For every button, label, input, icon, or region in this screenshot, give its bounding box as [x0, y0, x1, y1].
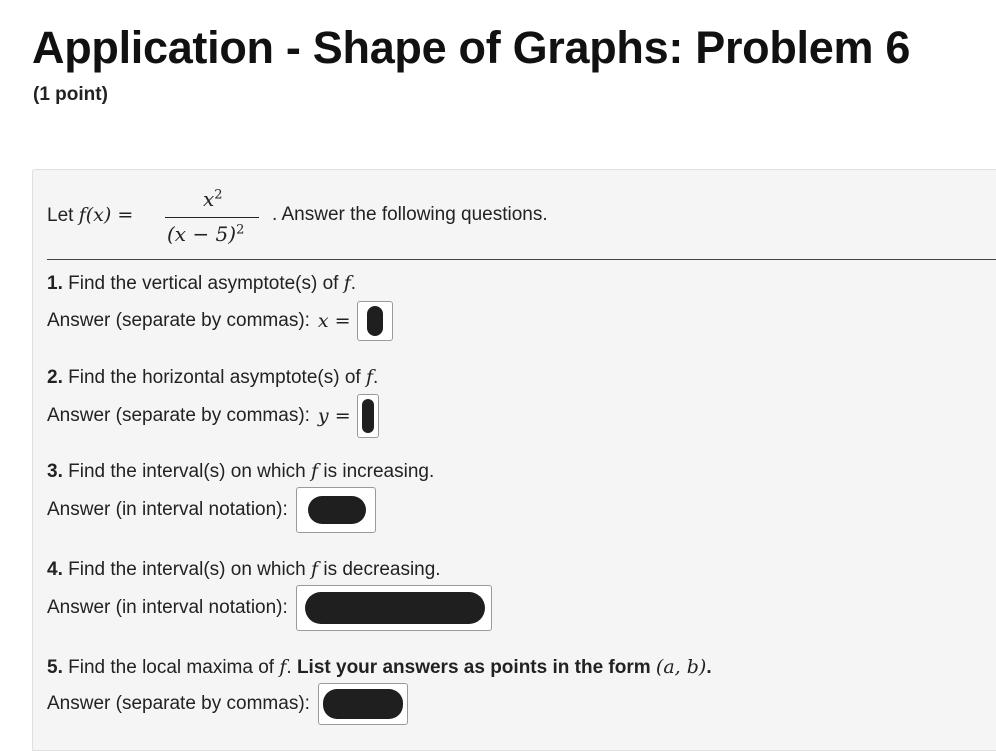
- var-f: f: [343, 272, 351, 294]
- answer-label-2: Answer (separate by commas):: [47, 405, 310, 426]
- answer-row-2: [47, 394, 379, 438]
- question-5: 5. Find the local maxima of f. List your answers as points in the form (a, b).: [47, 656, 712, 678]
- redaction-mark: [362, 399, 374, 433]
- answer-row-1: [47, 301, 393, 341]
- question-2: 2. Find the horizontal asymptote(s) of f.: [47, 366, 379, 388]
- var-f: f: [311, 460, 319, 482]
- redaction-mark: [308, 496, 366, 524]
- let-text: Let: [47, 205, 74, 226]
- fraction-numerator: $x^2$: [203, 187, 223, 211]
- var-f: f: [279, 656, 287, 678]
- question-4: 4. Find the interval(s) on which f is decreasing.: [47, 558, 441, 580]
- question-1: 1. Find the vertical asymptote(s) of f.: [47, 272, 357, 294]
- page-title: Application - Shape of Graphs: Problem 6: [32, 22, 911, 73]
- fraction-bar: [165, 217, 259, 218]
- answer-input-1[interactable]: [357, 301, 393, 341]
- answer-var-1: x =: [317, 310, 351, 332]
- redaction-mark: [323, 689, 403, 719]
- answer-input-3[interactable]: [296, 487, 376, 533]
- answer-input-2[interactable]: [357, 394, 379, 438]
- fraction-denominator: $(x - 5)^2$: [167, 222, 245, 246]
- var-f: f: [311, 558, 319, 580]
- point-form: (a, b): [655, 656, 707, 678]
- redaction-mark: [305, 592, 485, 624]
- answer-var-2: y =: [317, 405, 351, 427]
- answer-label-3: Answer (in interval notation):: [47, 499, 288, 520]
- points-label: (1 point): [33, 84, 108, 105]
- problem-panel: [32, 169, 996, 751]
- answer-row-3: [47, 487, 376, 533]
- divider: [47, 259, 996, 260]
- function-fraction: [163, 187, 263, 257]
- answer-input-4[interactable]: [296, 585, 492, 631]
- problem-instructions: . Answer the following questions.: [272, 204, 548, 225]
- redaction-mark: [367, 306, 383, 336]
- answer-label-5: Answer (separate by commas):: [47, 693, 310, 714]
- answer-label-4: Answer (in interval notation):: [47, 597, 288, 618]
- answer-row-4: [47, 585, 492, 631]
- function-name: f(x) =: [78, 204, 134, 226]
- bold-instruction: List your answers as points in the form: [296, 657, 651, 678]
- answer-row-5: [47, 683, 408, 725]
- question-3: 3. Find the interval(s) on which f is increasing.: [47, 460, 435, 482]
- var-f: f: [365, 366, 373, 388]
- answer-label-1: Answer (separate by commas):: [47, 310, 310, 331]
- answer-input-5[interactable]: [318, 683, 408, 725]
